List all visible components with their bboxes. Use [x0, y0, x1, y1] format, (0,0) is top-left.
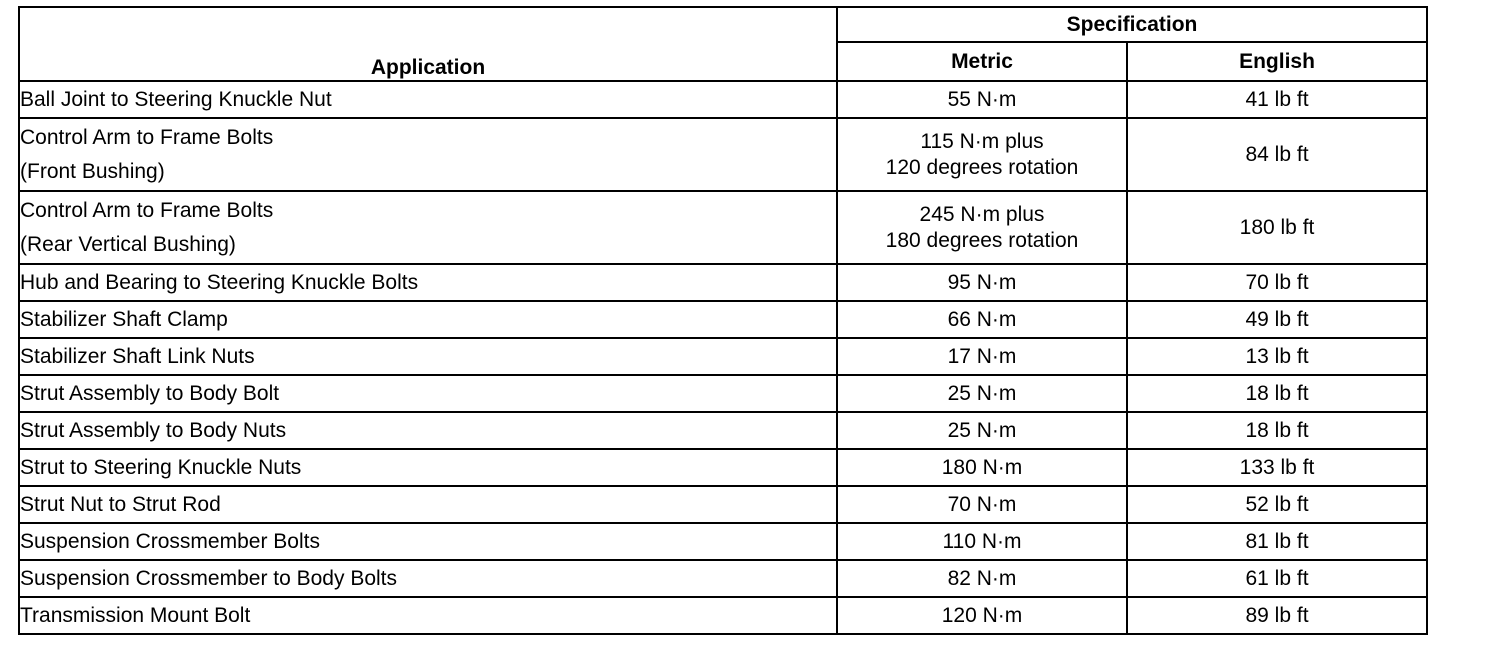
metric-text: 55 N·m [947, 87, 1017, 111]
table-row [19, 486, 1427, 523]
application-cell [19, 118, 837, 191]
application-cell [19, 523, 837, 560]
metric-cell [837, 375, 1127, 412]
english-cell: 61 lb ft [1127, 560, 1427, 597]
specification-header: Specification [837, 7, 1427, 42]
torque-spec-table [18, 6, 1428, 635]
application-cell [19, 264, 837, 301]
application-cell [19, 375, 837, 412]
application-text: Strut Assembly to Body Nuts [20, 418, 287, 442]
metric-cell [837, 338, 1127, 375]
application-cell [19, 338, 837, 375]
table-row [19, 560, 1427, 597]
table-row [19, 191, 1427, 264]
application-text: (Rear Vertical Bushing) [20, 232, 236, 256]
metric-cell [837, 81, 1127, 118]
application-cell [19, 560, 837, 597]
metric-cell [837, 264, 1127, 301]
english-cell: 70 lb ft [1127, 264, 1427, 301]
metric-text: 120 degrees rotation [885, 155, 1079, 179]
metric-text: 66 N·m [947, 307, 1017, 331]
metric-cell [837, 560, 1127, 597]
metric-cell [837, 449, 1127, 486]
application-text: Strut Assembly to Body Bolt [20, 381, 280, 405]
metric-text: 25 N·m [947, 418, 1017, 442]
application-text: Strut Nut to Strut Rod [20, 492, 221, 516]
application-text: Stabilizer Shaft Clamp [20, 307, 228, 331]
table-row [19, 81, 1427, 118]
english-cell: 84 lb ft [1127, 118, 1427, 191]
table-row [19, 375, 1427, 412]
application-text: Control Arm to Frame Bolts [20, 125, 274, 149]
metric-text: 180 N·m [941, 455, 1023, 479]
metric-cell [837, 191, 1127, 264]
table-row [19, 412, 1427, 449]
application-text: Stabilizer Shaft Link Nuts [20, 344, 255, 368]
metric-header: Metric [837, 42, 1127, 81]
table-body [19, 81, 1427, 634]
metric-text: 70 N·m [947, 492, 1017, 516]
english-cell: 18 lb ft [1127, 375, 1427, 412]
english-header: English [1127, 42, 1427, 81]
application-text: (Front Bushing) [20, 159, 165, 183]
application-cell [19, 412, 837, 449]
table-row [19, 449, 1427, 486]
table-row [19, 597, 1427, 634]
english-cell: 18 lb ft [1127, 412, 1427, 449]
application-cell [19, 486, 837, 523]
english-cell: 89 lb ft [1127, 597, 1427, 634]
metric-text: 110 N·m [942, 529, 1022, 553]
application-cell [19, 449, 837, 486]
metric-text: 95 N·m [947, 270, 1017, 294]
metric-text: 245 N·m plus [919, 202, 1045, 226]
application-text: Suspension Crossmember Bolts [20, 529, 320, 553]
metric-cell [837, 523, 1127, 560]
english-cell: 13 lb ft [1127, 338, 1427, 375]
metric-cell [837, 412, 1127, 449]
metric-cell [837, 118, 1127, 191]
table-header [19, 7, 1427, 81]
metric-text: 180 degrees rotation [885, 228, 1079, 252]
application-text: Transmission Mount Bolt [20, 603, 251, 627]
application-text: Hub and Bearing to Steering Knuckle Bolts [20, 270, 419, 294]
application-text: Ball Joint to Steering Knuckle Nut [20, 87, 332, 111]
application-text: Suspension Crossmember to Body Bolts [20, 566, 398, 590]
application-header: Application [19, 7, 837, 81]
table-row [19, 338, 1427, 375]
english-cell: 133 lb ft [1127, 449, 1427, 486]
metric-cell [837, 486, 1127, 523]
table-row [19, 301, 1427, 338]
application-cell [19, 191, 837, 264]
application-text: Control Arm to Frame Bolts [20, 198, 274, 222]
application-text: Strut to Steering Knuckle Nuts [20, 455, 302, 479]
metric-text: 25 N·m [947, 381, 1017, 405]
english-cell: 49 lb ft [1127, 301, 1427, 338]
table-row [19, 523, 1427, 560]
metric-cell [837, 301, 1127, 338]
metric-text: 115 N·m plus [920, 129, 1044, 153]
metric-text: 17 N·m [947, 344, 1017, 368]
english-cell: 81 lb ft [1127, 523, 1427, 560]
application-cell [19, 301, 837, 338]
metric-cell [837, 597, 1127, 634]
table-row [19, 264, 1427, 301]
english-cell: 180 lb ft [1127, 191, 1427, 264]
metric-text: 120 N·m [941, 603, 1023, 627]
english-cell: 52 lb ft [1127, 486, 1427, 523]
table-row [19, 118, 1427, 191]
metric-text: 82 N·m [947, 566, 1017, 590]
english-cell: 41 lb ft [1127, 81, 1427, 118]
application-cell [19, 597, 837, 634]
application-cell [19, 81, 837, 118]
